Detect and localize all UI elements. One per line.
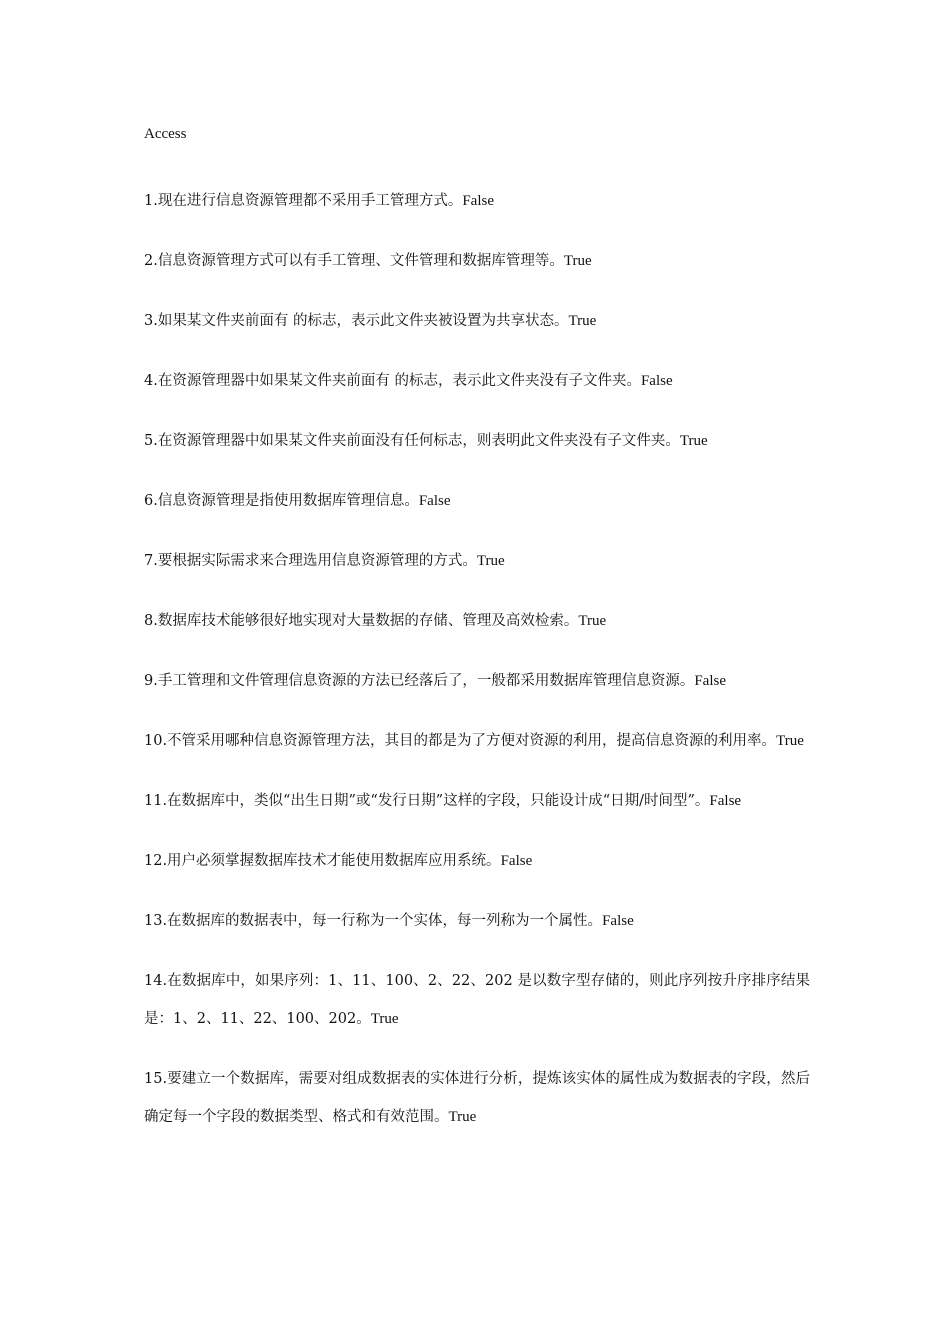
- answer-label: False: [602, 913, 634, 929]
- answer-label: False: [500, 853, 533, 869]
- question-text: 14.在数据库中，如果序列：1、11、100、2、22、202 是以数字型存储的，则此序列按升序排序结果是：1、2、11、22、100、202。: [144, 973, 810, 1027]
- answer-label: False: [694, 673, 727, 689]
- list-item: [144, 1060, 810, 1136]
- list-item: [144, 482, 810, 520]
- answer-label: True: [370, 1011, 399, 1027]
- question-text: 10.不管采用哪种信息资源管理方法，其目的都是为了方便对资源的利用，提高信息资源的利用率。: [144, 733, 777, 749]
- answer-label: True: [476, 553, 505, 569]
- answer-label: False: [418, 493, 451, 509]
- list-item: [144, 722, 810, 760]
- list-item: [144, 242, 810, 280]
- list-item: [144, 902, 810, 940]
- question-text: 3.如果某文件夹前面有 的标志，表示此文件夹被设置为共享状态。: [144, 313, 569, 329]
- list-item: [144, 602, 810, 640]
- question-text: 5.在资源管理器中如果某文件夹前面没有任何标志，则表明此文件夹没有子文件夹。: [144, 433, 680, 449]
- question-text: 1.现在进行信息资源管理都不采用手工管理方式。: [144, 193, 463, 209]
- list-item: [144, 362, 810, 400]
- answer-label: True: [679, 433, 708, 449]
- list-item: [144, 182, 810, 220]
- question-text: 13.在数据库的数据表中，每一行称为一个实体，每一列称为一个属性。: [144, 913, 603, 929]
- list-item: [144, 962, 810, 1038]
- list-item: [144, 542, 810, 580]
- list-item: [144, 842, 810, 880]
- answer-label: True: [568, 313, 597, 329]
- document-body: [144, 122, 810, 1158]
- list-item: [144, 422, 810, 460]
- document-title: Access: [144, 126, 187, 142]
- answer-label: False: [462, 193, 495, 209]
- question-text: 9.手工管理和文件管理信息资源的方法已经落后了，一般都采用数据库管理信息资源。: [144, 673, 695, 689]
- answer-label: True: [776, 733, 804, 749]
- answer-label: True: [578, 613, 607, 629]
- question-text: 8.数据库技术能够很好地实现对大量数据的存储、管理及高效检索。: [144, 613, 579, 629]
- answer-label: False: [640, 373, 673, 389]
- question-text: 7.要根据实际需求来合理选用信息资源管理的方式。: [144, 553, 477, 569]
- list-item: [144, 662, 810, 700]
- list-item: [144, 782, 810, 820]
- question-text: 15.要建立一个数据库，需要对组成数据表的实体进行分析，提炼该实体的属性成为数据表的字段，然后确定每一个字段的数据类型、格式和有效范围。: [144, 1071, 810, 1125]
- question-text: 6.信息资源管理是指使用数据库管理信息。: [144, 493, 419, 509]
- question-text: 11.在数据库中，类似“出生日期”或“发行日期”这样的字段，只能设计成“日期/时间型”。: [144, 793, 710, 809]
- question-text: 4.在资源管理器中如果某文件夹前面有 的标志，表示此文件夹没有子文件夹。: [144, 373, 641, 389]
- question-text: 12.用户必须掌握数据库技术才能使用数据库应用系统。: [144, 853, 501, 869]
- list-item: [144, 302, 810, 340]
- true-false-list: [144, 182, 810, 1136]
- answer-label: True: [448, 1109, 477, 1125]
- answer-label: True: [563, 253, 592, 269]
- question-text: 2.信息资源管理方式可以有手工管理、文件管理和数据库管理等。: [144, 253, 564, 269]
- answer-label: False: [709, 793, 742, 809]
